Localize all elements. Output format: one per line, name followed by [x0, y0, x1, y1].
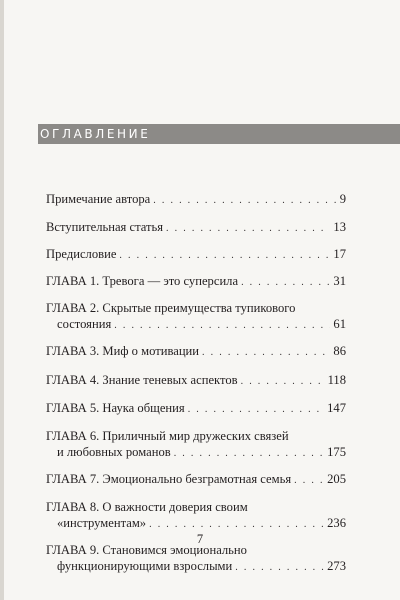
toc-entry-line [46, 400, 346, 418]
dot-leader [188, 402, 324, 418]
toc-entry-line [46, 246, 346, 264]
toc-entry-line [46, 471, 346, 489]
toc-entry-line [46, 372, 346, 390]
toc-entry-title: ГЛАВА 9. Становимся эмоционально [46, 543, 247, 557]
table-of-contents [46, 182, 346, 576]
toc-entry-title: ГЛАВА 7. Эмоционально безграмотная семья [46, 472, 292, 486]
toc-entry-line [46, 191, 346, 209]
toc-entry-page: 273 [327, 559, 346, 573]
toc-entry-line [46, 316, 346, 334]
toc-entry-title: ГЛАВА 4. Знание теневых аспектов [46, 373, 238, 387]
toc-entry-page: 236 [327, 516, 346, 530]
dot-leader [241, 374, 325, 390]
toc-entry-title: ГЛАВА 8. О важности доверия своим [46, 500, 248, 514]
dot-leader [294, 473, 324, 489]
toc-entry-page: 61 [333, 317, 346, 331]
toc-entry-page: 118 [327, 373, 346, 387]
section-title: ОГЛАВЛЕНИЕ [40, 127, 151, 141]
dot-leader [174, 446, 324, 462]
toc-entry-line [46, 444, 346, 462]
toc-entry-line [46, 428, 346, 444]
toc-entry-page: 147 [327, 401, 346, 415]
toc-entry-title: ГЛАВА 1. Тревога — это суперсила [46, 274, 239, 288]
dot-leader [166, 221, 330, 237]
dot-leader [153, 193, 336, 209]
page-number: 7 [196, 532, 204, 546]
toc-entry-page: 17 [333, 247, 346, 261]
dot-leader [202, 345, 330, 361]
toc-entry-page: 13 [333, 220, 346, 234]
toc-entry-line [46, 515, 346, 533]
toc-entry [46, 219, 346, 237]
toc-entry-title: Примечание автора [46, 192, 151, 206]
toc-entry-title: Вступительная статья [46, 220, 164, 234]
dot-leader [235, 560, 324, 576]
toc-entry-title: «инструментам» [57, 516, 147, 530]
toc-entry-title: и любовных романов [57, 445, 171, 459]
toc-entry [46, 428, 346, 462]
toc-entry-title: ГЛАВА 3. Миф о мотивации [46, 344, 200, 358]
dot-leader [114, 318, 330, 334]
toc-entry-page: 175 [327, 445, 346, 459]
toc-entry-title: ГЛАВА 2. Скрытые преимущества тупикового [46, 301, 296, 315]
toc-entry-line [46, 300, 346, 316]
toc-entry-page: 205 [327, 472, 346, 486]
toc-entry-page: 9 [339, 192, 346, 206]
toc-entry [46, 246, 346, 264]
toc-entry [46, 191, 346, 209]
toc-entry [46, 273, 346, 291]
toc-entry [46, 471, 346, 489]
toc-entry-page: 86 [333, 344, 346, 358]
toc-entry [46, 300, 346, 334]
toc-entry-title: состояния [57, 317, 112, 331]
toc-entry-line [46, 499, 346, 515]
page-edge-shadow [0, 0, 4, 600]
toc-entry-line [46, 273, 346, 291]
toc-entry-title: функционирующими взрослыми [57, 559, 233, 573]
toc-entry-title: Предисловие [46, 247, 117, 261]
toc-entry-line [46, 219, 346, 237]
toc-entry [46, 343, 346, 361]
toc-entry [46, 542, 346, 576]
toc-entry [46, 400, 346, 418]
dot-leader [119, 248, 330, 264]
toc-entry-line [46, 343, 346, 361]
toc-entry [46, 499, 346, 533]
toc-entry-page: 31 [333, 274, 346, 288]
toc-entry-title: ГЛАВА 6. Приличный мир дружеских связей [46, 429, 289, 443]
toc-entry-line [46, 558, 346, 576]
dot-leader [241, 275, 330, 291]
toc-entry [46, 372, 346, 390]
dot-leader [149, 517, 324, 533]
toc-entry-title: ГЛАВА 5. Наука общения [46, 401, 185, 415]
